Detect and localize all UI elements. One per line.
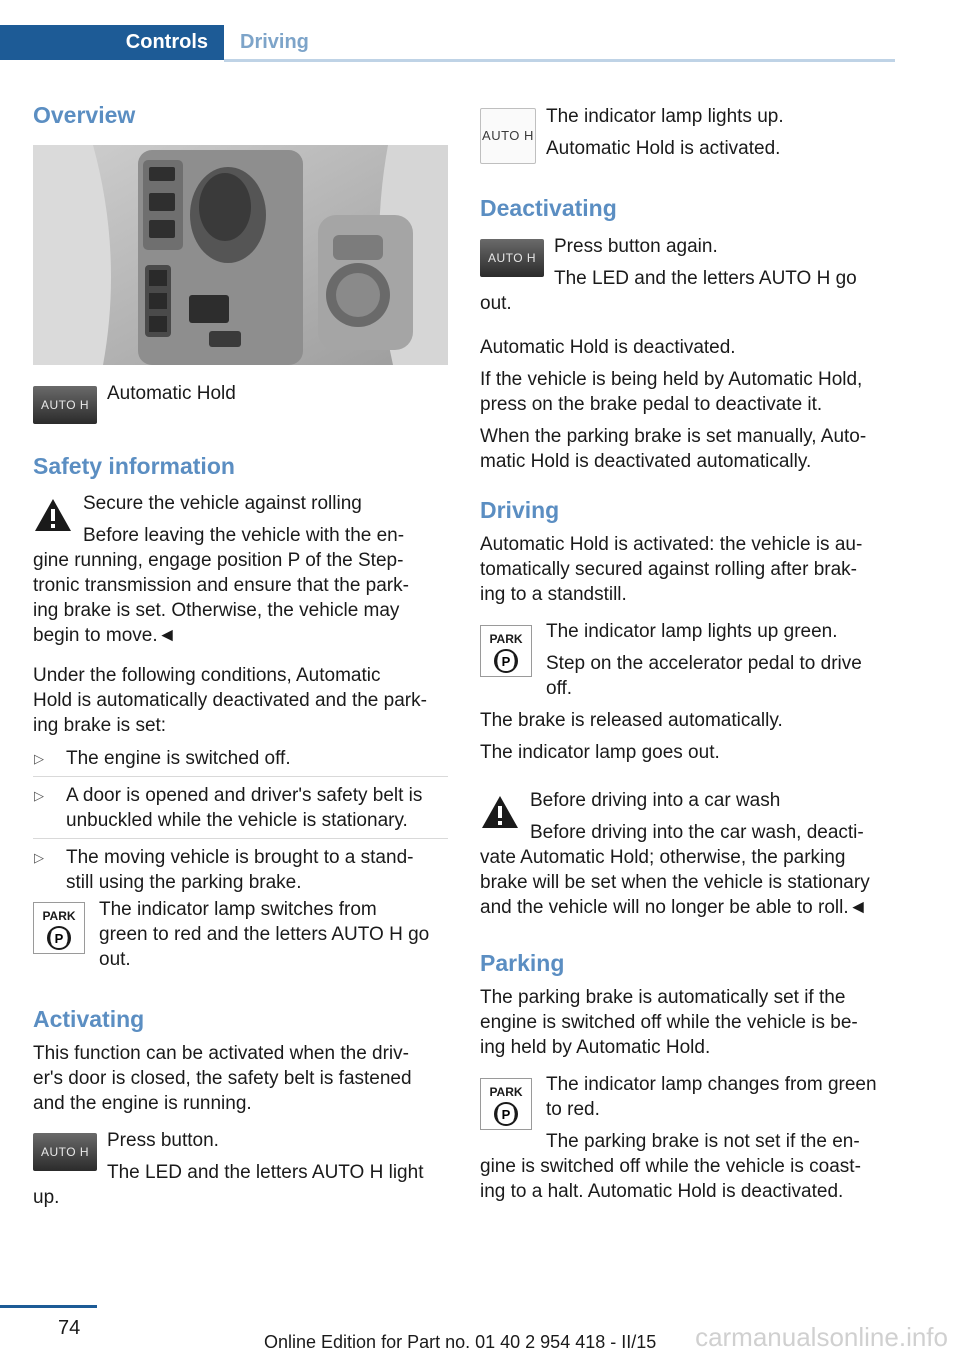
park-note: The indicator lamp switches from green to red and the letters AUTO H go out. — [99, 899, 430, 970]
svg-text:P: P — [501, 654, 511, 669]
park-p-circle-icon — [493, 648, 519, 674]
center-console-image — [33, 145, 448, 365]
tab-driving[interactable]: Driving — [240, 31, 309, 53]
footer-rule — [0, 1305, 97, 1308]
driving-heading: Driving — [480, 497, 560, 523]
list-item: ▷ A door is opened and driver's safety belt is unbuckled while the vehicle is stationary. — [33, 783, 448, 839]
svg-text:P: P — [501, 1107, 511, 1122]
list-item: ▷ The engine is switched off. — [33, 746, 448, 777]
park-p-circle-icon — [46, 925, 72, 951]
bullet-triangle-icon: ▷ — [34, 751, 44, 766]
park-indicator-icon: PARK P — [480, 1078, 532, 1130]
accelerator-text: Step on the accelerator pedal to drive off. — [546, 653, 862, 699]
led-out-text: The LED and the letters AUTO H go — [554, 268, 857, 289]
auto-h-indicator-icon: AUTO H — [480, 108, 536, 164]
warning-text-line1: Before leaving the vehicle with the en- — [83, 525, 405, 546]
park-indicator-icon: PARK P — [480, 625, 532, 677]
not-set-text: The parking brake is not set if the en- — [546, 1131, 860, 1152]
parking-text: The parking brake is automatically set if the engine is switched off while the vehicle is be- ing held by Automatic Hold. — [480, 987, 858, 1058]
deactivated-text: Automatic Hold is deactivated. — [480, 337, 736, 358]
conditions-list — [33, 746, 448, 906]
bullet-triangle-icon: ▷ — [34, 850, 44, 865]
conditions-intro: Under the following conditions, Automatic Hold is automatically deactivated and the park- ing brake is set: — [33, 665, 427, 736]
bullet-triangle-icon: ▷ — [34, 788, 44, 803]
driving-text: Automatic Hold is activated: the vehicle is au- tomatically secured against rolling after brak- ing to a standstill. — [480, 534, 863, 605]
header-rule — [224, 59, 895, 62]
press-again-text: Press button again. — [554, 236, 718, 257]
svg-text:P: P — [54, 931, 64, 946]
warning-icon — [33, 497, 73, 533]
press-button-text: Press button. — [107, 1130, 219, 1151]
activating-text: This function can be activated when the driv- er's door is closed, the safety belt is fastened and the engine is running. — [33, 1043, 412, 1114]
auto-h-button-icon: AUTO H — [33, 1133, 97, 1171]
safety-heading: Safety information — [33, 453, 235, 479]
led-light-text: The LED and the letters AUTO H light — [107, 1162, 424, 1183]
carwash-warning-line1: Before driving into the car wash, deacti- — [530, 822, 864, 843]
warning-icon — [480, 794, 520, 830]
warning-title: Secure the vehicle against rolling — [83, 493, 362, 514]
led-light-text-end: up. — [33, 1187, 60, 1208]
lamp-change-text: The indicator lamp changes from green to red. — [546, 1074, 877, 1120]
carwash-warning-text: vate Automatic Hold; otherwise, the parking brake will be set when the vehicle is stationary and the vehicle will no longer be able to roll.◄ — [480, 847, 870, 918]
overview-heading: Overview — [33, 102, 136, 128]
parking-heading: Parking — [480, 950, 565, 976]
auto-hold-label: Automatic Hold — [107, 383, 236, 404]
tab-controls[interactable]: Controls — [0, 25, 224, 60]
deactivating-heading: Deactivating — [480, 195, 617, 221]
activated-text: Automatic Hold is activated. — [546, 138, 781, 159]
led-out-text-end: out. — [480, 293, 512, 314]
page-number: 74 — [58, 1317, 81, 1339]
carwash-warning-title: Before driving into a car wash — [530, 790, 781, 811]
list-item: ▷ The moving vehicle is brought to a stand- still using the parking brake. — [34, 847, 414, 893]
park-indicator-icon: PARK P — [33, 902, 85, 954]
edition-text: Online Edition for Part no. 01 40 2 954 418 - II/15 — [264, 1332, 657, 1352]
lamp-out-text: The indicator lamp goes out. — [480, 742, 720, 763]
brake-pedal-text: If the vehicle is being held by Automatic Hold, press on the brake pedal to deactivate it. — [480, 369, 863, 415]
brake-released-text: The brake is released automatically. — [480, 710, 783, 731]
activating-heading: Activating — [33, 1006, 145, 1032]
auto-h-button-icon: AUTO H — [480, 239, 544, 277]
auto-h-button-icon: AUTO H — [33, 386, 97, 424]
lamp-green-text: The indicator lamp lights up green. — [546, 621, 838, 642]
watermark: carmanualsonline.info — [695, 1322, 948, 1352]
park-p-circle-icon — [493, 1101, 519, 1127]
not-set-text-rest: gine is switched off while the vehicle is coast- ing to a halt. Automatic Hold is deactivated. — [480, 1156, 861, 1202]
warning-text: gine running, engage position P of the Step- tronic transmission and ensure that the park- ing brake is set. Otherwise, the vehicle may begin to move.◄ — [33, 550, 409, 646]
manual-brake-text: When the parking brake is set manually, Auto- matic Hold is deactivated automatically. — [480, 426, 867, 472]
console-photo — [33, 145, 448, 365]
lamp-lights-text: The indicator lamp lights up. — [546, 106, 784, 127]
page-header — [0, 25, 895, 62]
